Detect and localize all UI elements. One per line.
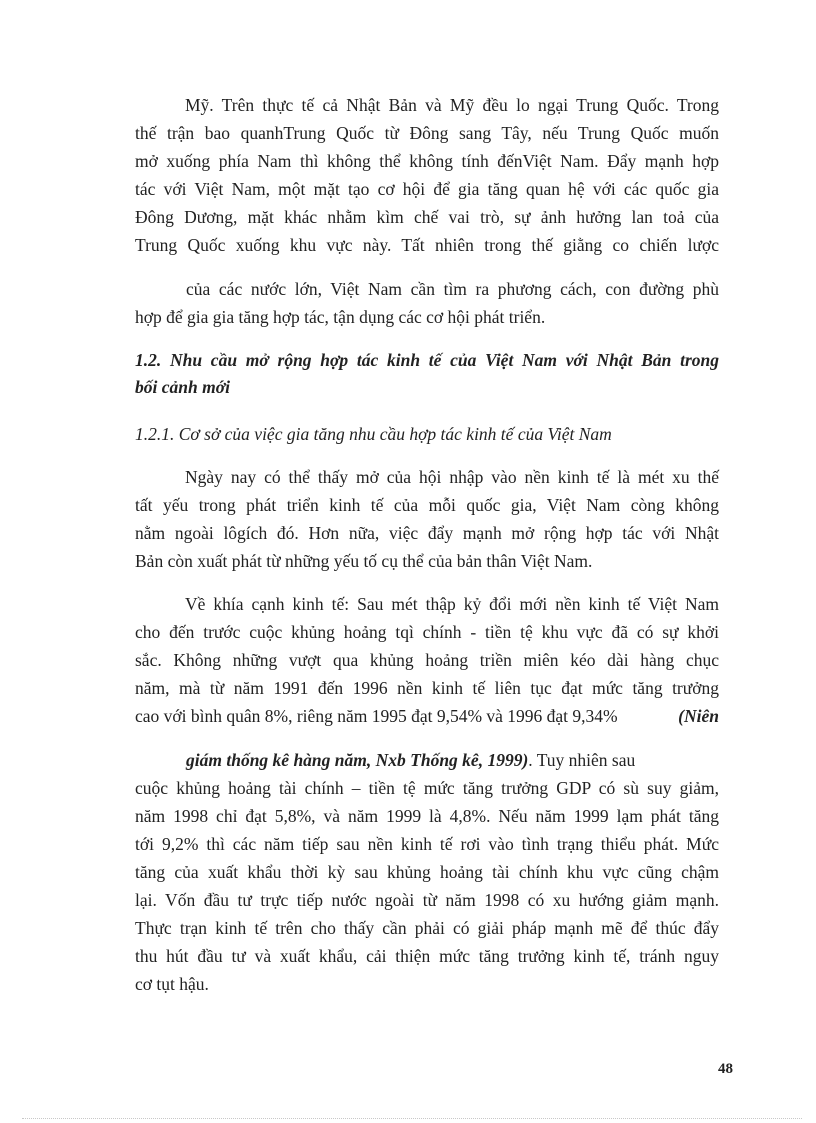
section-heading-1-2-line-1: 1.2. Nhu cầu mở rộng hợp tác kinh tế của Việt Nam với Nhật Bản trong [135,350,719,370]
paragraph-3-line-3: nằm ngoài lôgích đó. Hơn nữa, việc đẩy mạnh mở rộng hợp tác với Nhật [135,523,719,543]
paragraph-5-line-1 [186,749,719,771]
paragraph-5-line-2: cuộc khủng hoảng tài chính – tiền tệ mức tăng trưởng GDP có sù suy giảm, [135,778,719,798]
paragraph-5-line-6: lại. Vốn đầu tư trực tiếp nước ngoài từ năm 1998 có xu hướng giảm mạnh. [135,890,719,910]
paragraph-4-line-3: sắc. Không những vượt qua khủng hoảng triền miên kéo dài hàng chục [135,650,719,670]
paragraph-1-line-2: thế trận bao quanhTrung Quốc từ Đông sang Tây, nếu Trung Quốc muốn [135,123,719,143]
paragraph-5-line-4: tới 9,2% thì các năm tiếp sau nền kinh tế rơi vào tình trạng thiểu phát. Mức [135,834,719,854]
subsection-heading-1-2-1: 1.2.1. Cơ sở của việc gia tăng nhu cầu hợp tác kinh tế của Việt Nam [135,424,612,444]
paragraph-1-line-4: tác với Việt Nam, một mặt tạo cơ hội để gia tăng quan hệ với các quốc gia [135,179,719,199]
citation-continued: giám thống kê hàng năm, Nxb Thống kê, 1999) [186,750,529,770]
paragraph-4-line-5 [135,705,719,727]
paragraph-5-line-9: cơ tụt hậu. [135,974,209,994]
paragraph-4-line-4: năm, mà từ năm 1991 đến 1996 nền kinh tế liên tục đạt mức tăng trưởng [135,678,719,698]
paragraph-4-line-2: cho đến trước cuộc khủng hoảng tqì chính - tiền tệ khu vực đã có sự khởi [135,622,719,642]
section-heading-1-2-line-2: bối cảnh mới [135,377,230,397]
citation-continued-group [186,749,635,771]
paragraph-5-line-8: thu hút đầu tư và xuất khẩu, cải thiện mức tăng trưởng kinh tế, tránh nguy [135,946,719,966]
paragraph-5-line-7: Thực trạn kinh tế trên cho thấy cần phải có giải pháp mạnh mẽ để thúc đẩy [135,918,719,938]
paragraph-3-line-4: Bản còn xuất phát từ những yếu tố cụ thể của bản thân Việt Nam. [135,551,593,571]
footer-divider [22,1118,802,1119]
paragraph-2-line-2: hợp để gia gia tăng hợp tác, tận dụng các cơ hội phát triển. [135,307,546,327]
paragraph-1-line-1: Mỹ. Trên thực tế cả Nhật Bản và Mỹ đều lo ngại Trung Quốc. Trong [185,95,719,115]
page-number: 48 [718,1061,733,1077]
paragraph-4-line-1: Về khía cạnh kinh tế: Sau mét thập kỷ đổi mới nền kinh tế Việt Nam [185,594,719,614]
paragraph-2-line-1: của các nước lớn, Việt Nam cần tìm ra phương cách, con đường phù [186,279,719,299]
paragraph-1-line-3: mở xuống phía Nam thì không thể không tính đếnViệt Nam. Đẩy mạnh hợp [135,151,719,171]
paragraph-5-line-1-punct: . Tuy nhiên sau [528,750,636,770]
paragraph-1-line-6: Trung Quốc xuống khu vực này. Tất nhiên trong thế giằng co chiến lược [135,235,719,255]
citation-start: (Niên [678,706,719,726]
paragraph-1-line-5: Đông Dương, mặt khác nhằm kìm chế vai trò, sự ảnh hưởng lan toả của [135,207,719,227]
paragraph-3-line-1: Ngày nay có thể thấy mở của hội nhập vào nền kinh tế là mét xu thế [185,467,719,487]
paragraph-5-line-5: tăng của xuất khẩu thời kỳ sau khủng hoảng tài chính khu vực cũng chậm [135,862,719,882]
paragraph-4-line-5-text: cao với bình quân 8%, riêng năm 1995 đạt 9,54% và 1996 đạt 9,34% [135,706,618,726]
paragraph-5-line-3: năm 1998 chỉ đạt 5,8%, và năm 1999 là 4,8%. Nếu năm 1999 lạm phát tăng [135,806,719,826]
paragraph-3-line-2: tất yếu trong phát triển kinh tế của mỗi quốc gia, Việt Nam còng không [135,495,719,515]
